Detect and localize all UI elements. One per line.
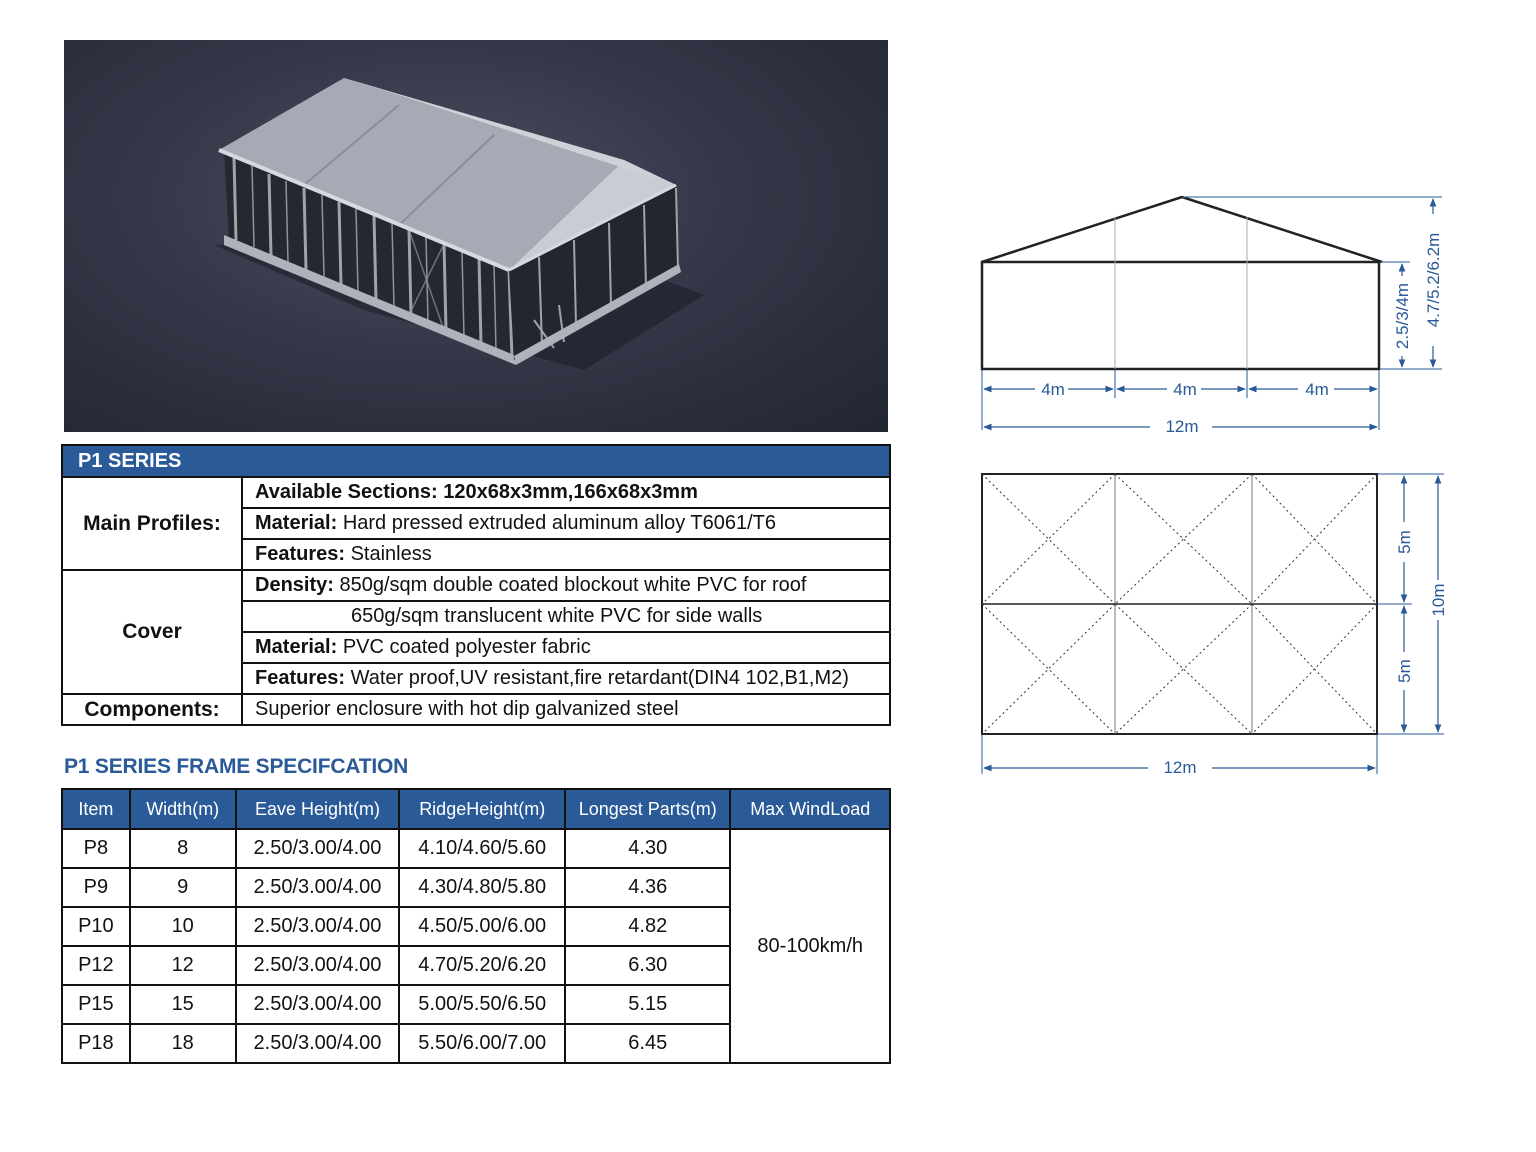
cell-longest-parts: 5.15 (565, 985, 730, 1024)
table-row (62, 829, 890, 868)
cell-ridge-height: 4.30/4.80/5.80 (399, 868, 565, 907)
cell-eave-height: 2.50/3.00/4.00 (236, 985, 400, 1024)
cell-ridge-height: 4.70/5.20/6.20 (399, 946, 565, 985)
cell-item: P8 (62, 829, 130, 868)
category-cover: Cover (62, 570, 242, 694)
spec-cell (242, 663, 890, 694)
spec-key: Features: (255, 543, 346, 565)
elevation-view (982, 197, 1443, 436)
spec-value: PVC coated polyester fabric (342, 636, 591, 658)
table-row (62, 570, 890, 601)
cell-width: 12 (130, 946, 236, 985)
spec-key: Available Sections: (255, 481, 438, 503)
bay-dim-2: 4m (1173, 380, 1197, 399)
frame-header-row (62, 789, 890, 829)
frame-spec-table (61, 788, 891, 1064)
col-header-eave-height: Eave Height(m) (236, 789, 400, 829)
spec-value: Stainless (350, 543, 432, 565)
spec-cell (242, 632, 890, 663)
plan-depth-dim-2: 5m (1395, 659, 1414, 683)
plan-depth-dim-1: 5m (1395, 530, 1414, 554)
tent-drawings (960, 180, 1500, 800)
ridge-height-dim: 4.7/5.2/6.2m (1424, 232, 1443, 328)
spec-key: Features: (255, 667, 346, 689)
spec-cell (242, 601, 890, 632)
spec-cell (242, 539, 890, 570)
table-row (62, 694, 890, 725)
plan-total-depth-dim: 10m (1429, 583, 1448, 617)
series-title: P1 SERIES (62, 445, 890, 477)
cell-item: P10 (62, 907, 130, 946)
spec-key: Material: (255, 512, 338, 534)
col-header-max-windload: Max WindLoad (730, 789, 890, 829)
col-header-longest-parts: Longest Parts(m) (565, 789, 730, 829)
table-row (62, 477, 890, 508)
cell-longest-parts: 4.36 (565, 868, 730, 907)
spec-value: 120x68x3mm,166x68x3mm (443, 481, 698, 503)
cell-width: 15 (130, 985, 236, 1024)
cell-item: P18 (62, 1024, 130, 1063)
spec-cell (242, 570, 890, 601)
spec-key: Material: (255, 636, 338, 658)
cell-width: 10 (130, 907, 236, 946)
bay-dim-3: 4m (1305, 380, 1329, 399)
cell-eave-height: 2.50/3.00/4.00 (236, 907, 400, 946)
cell-width: 9 (130, 868, 236, 907)
cell-ridge-height: 5.50/6.00/7.00 (399, 1024, 565, 1063)
spec-value: Superior enclosure with hot dip galvanized steel (255, 698, 679, 720)
cell-item: P12 (62, 946, 130, 985)
cell-longest-parts: 6.45 (565, 1024, 730, 1063)
cell-item: P15 (62, 985, 130, 1024)
col-header-width: Width(m) (130, 789, 236, 829)
series-title-row (62, 445, 890, 477)
cell-ridge-height: 4.50/5.00/6.00 (399, 907, 565, 946)
cell-eave-height: 2.50/3.00/4.00 (236, 1024, 400, 1063)
frame-spec-title: P1 SERIES FRAME SPECIFCATION (64, 755, 409, 778)
cell-ridge-height: 5.00/5.50/6.50 (399, 985, 565, 1024)
col-header-item: Item (62, 789, 130, 829)
category-components: Components: (62, 694, 242, 725)
spec-value: Hard pressed extruded aluminum alloy T6061/T6 (342, 512, 777, 534)
cell-ridge-height: 4.10/4.60/5.60 (399, 829, 565, 868)
spec-value: 850g/sqm double coated blockout white PVC for roof (339, 574, 807, 596)
spec-key: Density: (255, 574, 334, 596)
spec-value: 650g/sqm translucent white PVC for side walls (351, 605, 763, 627)
cell-eave-height: 2.50/3.00/4.00 (236, 868, 400, 907)
spec-value: Water proof,UV resistant,fire retardant(DIN4 102,B1,M2) (350, 667, 849, 689)
eave-height-dim: 2.5/3/4m (1393, 282, 1412, 350)
cell-longest-parts: 4.30 (565, 829, 730, 868)
bay-dim-1: 4m (1041, 380, 1065, 399)
spec-cell (242, 477, 890, 508)
plan-width-dim: 12m (1163, 758, 1197, 777)
cell-longest-parts: 4.82 (565, 907, 730, 946)
series-spec-table (61, 444, 891, 726)
plan-view (982, 474, 1448, 777)
cell-width: 18 (130, 1024, 236, 1063)
spec-cell (242, 694, 890, 725)
cell-longest-parts: 6.30 (565, 946, 730, 985)
tent-render-image (64, 40, 888, 432)
spec-cell (242, 508, 890, 539)
cell-width: 8 (130, 829, 236, 868)
category-main-profiles: Main Profiles: (62, 477, 242, 570)
col-header-ridge-height: RidgeHeight(m) (399, 789, 565, 829)
tent-render-graphic (64, 40, 888, 432)
cell-eave-height: 2.50/3.00/4.00 (236, 946, 400, 985)
cell-item: P9 (62, 868, 130, 907)
cell-eave-height: 2.50/3.00/4.00 (236, 829, 400, 868)
elevation-width-dim: 12m (1165, 417, 1199, 436)
cell-max-windload: 80-100km/h (730, 829, 890, 1063)
